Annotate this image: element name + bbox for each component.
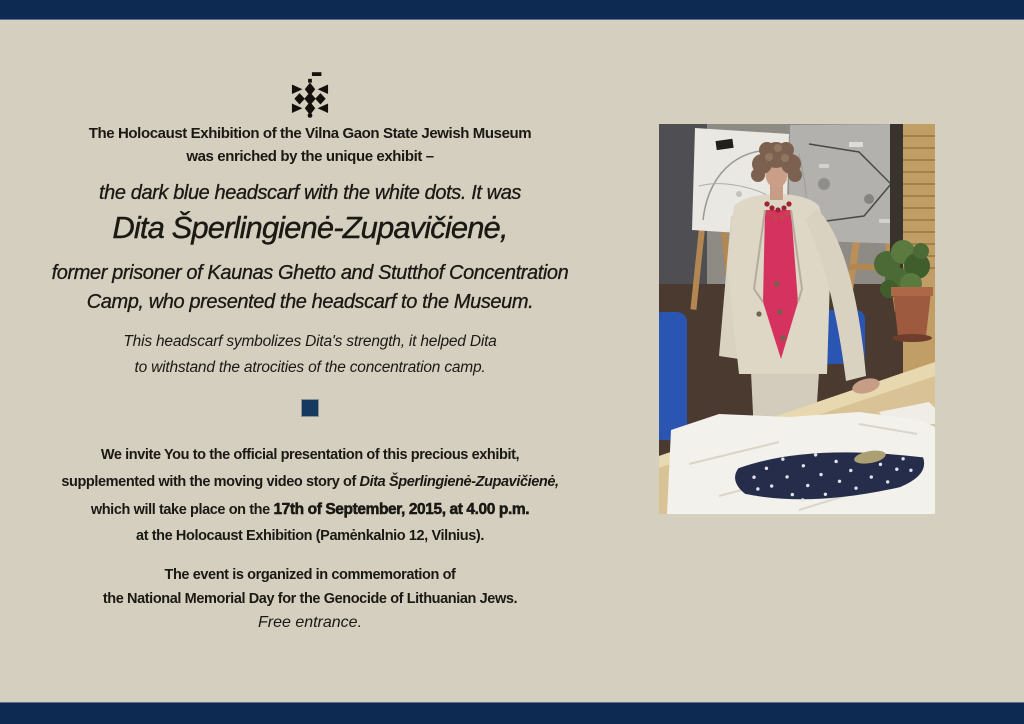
photo-chair-left <box>659 312 687 440</box>
invitation-line-2 <box>61 475 558 490</box>
intro-line-2: Camp, who presented the headscarf to the Museum. <box>86 291 534 313</box>
quote-line-2: to withstand the atrocities of the concentration camp. <box>134 359 486 376</box>
invitation-line-3-prefix: which will take place on the <box>90 502 274 518</box>
invitation-line-2-prefix: supplemented with the moving video story of <box>61 474 360 490</box>
exhibit-photo <box>659 124 935 514</box>
header-line-1: The Holocaust Exhibition of the Vilna Gaon State Jewish Museum <box>88 125 532 142</box>
intro-line-1: former prisoner of Kaunas Ghetto and Stutthof Concentration <box>51 262 569 284</box>
donor-name-heading: Dita Šperlingienė-Zupavičienė, <box>112 210 508 245</box>
quote-line-1: This headscarf symbolizes Dita's strength, it helped Dita <box>123 333 497 350</box>
invitation-line-3 <box>91 502 529 518</box>
footer-line-1: The event is organized in commemoration of <box>164 567 456 583</box>
header-line-2: was enriched by the unique exhibit – <box>186 148 434 165</box>
invitation-text-column <box>40 0 580 724</box>
museum-emblem-icon <box>291 72 329 123</box>
separator-square <box>302 400 318 416</box>
event-date: 17th of September, 2015, at 4.00 p.m. <box>273 501 530 518</box>
invitation-line-1: We invite You to the official presentation of this precious exhibit, <box>100 447 520 463</box>
free-entrance-note: Free entrance. <box>257 614 363 631</box>
invitation-line-2-name: Dita Šperlingienė-Zupavičienė, <box>359 474 559 490</box>
footer-line-2: the National Memorial Day for the Genocide of Lithuanian Jews. <box>102 591 518 607</box>
intro-lead: the dark blue headscarf with the white dots. It was <box>98 182 522 204</box>
invitation-line-4: at the Holocaust Exhibition (Pamėnkalnio 12, Vilnius). <box>136 528 484 544</box>
